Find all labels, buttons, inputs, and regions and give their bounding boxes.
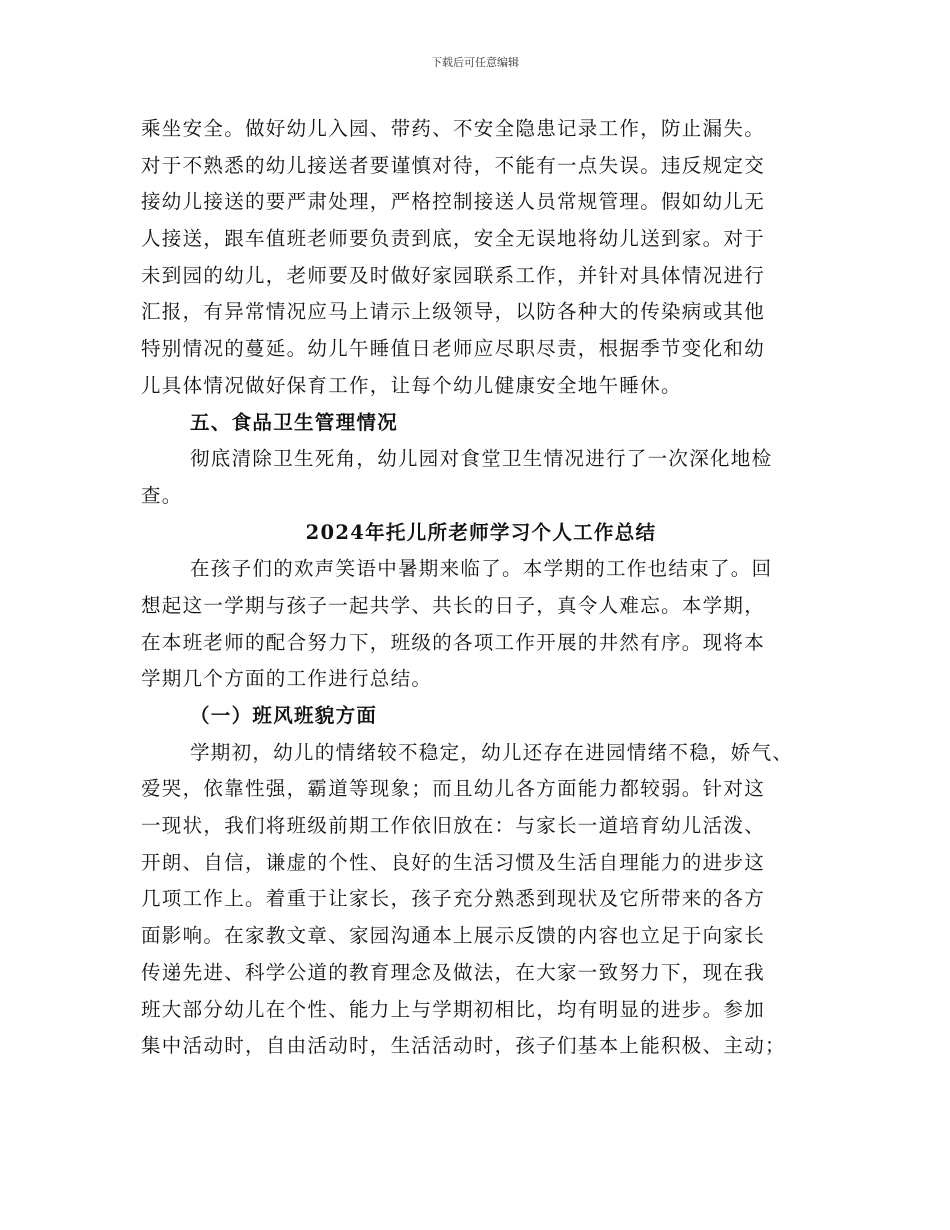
paragraph-line: 传递先进、科学公道的教育理念及做法，在大家一致努力下，现在我 — [141, 960, 766, 984]
paragraph-line: 人接送，跟车值班老师要负责到底，安全无误地将幼儿送到家。对于 — [141, 227, 766, 251]
paragraph-line: 汇报，有异常情况应马上请示上级领导，以防各种大的传染病或其他 — [141, 300, 766, 324]
document-body — [141, 111, 821, 1065]
paragraph-line: 学期几个方面的工作进行总结。 — [141, 667, 433, 691]
paragraph-line: 面影响。在家教文章、家园沟通本上展示反馈的内容也立足于向家长 — [141, 924, 766, 948]
section-heading: 五、食品卫生管理情况 — [190, 410, 399, 434]
paragraph-line: 集中活动时，自由活动时，生活活动时，孩子们基本上能积极、主动； — [141, 1034, 786, 1058]
document-title: 2024年托儿所老师学习个人工作总结 — [305, 520, 657, 544]
page-header: 下载后可任意编辑 — [431, 56, 519, 69]
paragraph-first-line: 学期初，幼儿的情绪较不稳定，幼儿还存在进园情绪不稳，娇气、 — [190, 740, 794, 764]
paragraph-line: 未到园的幼儿，老师要及时做好家园联系工作，并针对具体情况进行 — [141, 263, 766, 287]
paragraph-line: 开朗、自信，谦虚的个性、良好的生活习惯及生活自理能力的进步这 — [141, 850, 766, 874]
section-heading: （一）班风班貌方面 — [190, 704, 378, 727]
paragraph-line: 想起这一学期与孩子一起共学、共长的日子，真令人难忘。本学期， — [141, 593, 766, 617]
paragraph-line: 儿具体情况做好保育工作，让每个幼儿健康安全地午睡休。 — [141, 373, 682, 397]
paragraph-line: 接幼儿接送的要严肃处理，严格控制接送人员常规管理。假如幼儿无 — [141, 190, 766, 214]
paragraph-line: 查。 — [141, 483, 183, 507]
paragraph-first-line: 彻底清除卫生死角，幼儿园对食堂卫生情况进行了一次深化地检 — [190, 447, 773, 471]
paragraph-line: 乘坐安全。做好幼儿入园、带药、不安全隐患记录工作，防止漏失。 — [141, 117, 766, 140]
paragraph-line: 一现状，我们将班级前期工作依旧放在：与家长一道培育幼儿活泼、 — [141, 814, 766, 838]
paragraph-line: 爱哭，依靠性强，霸道等现象；而且幼儿各方面能力都较弱。针对这 — [141, 777, 766, 801]
paragraph-line: 班大部分幼儿在个性、能力上与学期初相比，均有明显的进步。参加 — [141, 997, 766, 1021]
paragraph-line: 对于不熟悉的幼儿接送者要谨慎对待，不能有一点失误。违反规定交 — [141, 153, 766, 177]
paragraph-line: 在本班老师的配合努力下，班级的各项工作开展的井然有序。现将本 — [141, 630, 766, 654]
paragraph-line: 几项工作上。着重于让家长，孩子充分熟悉到现状及它所带来的各方 — [141, 887, 766, 911]
paragraph-line: 特别情况的蔓延。幼儿午睡值日老师应尽职尽责，根据季节变化和幼 — [141, 337, 766, 361]
paragraph-first-line: 在孩子们的欢声笑语中暑期来临了。本学期的工作也结束了。回 — [190, 557, 773, 581]
